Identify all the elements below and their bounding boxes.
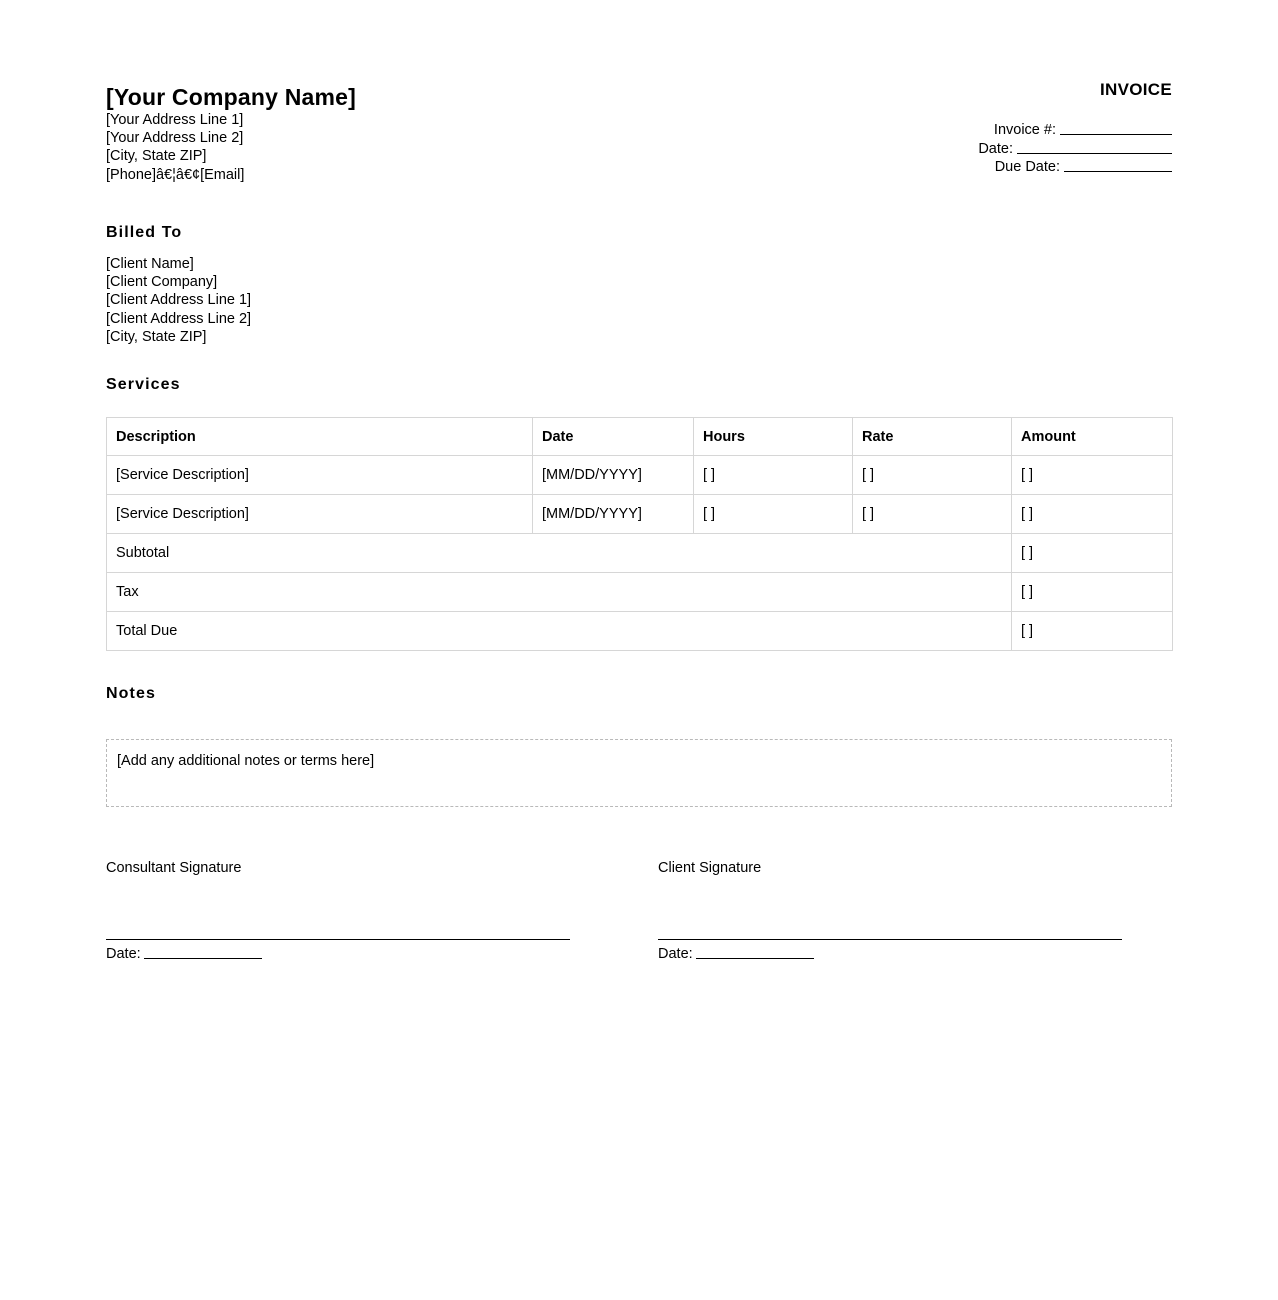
company-address-city-state-zip: [City, State ZIP] [106, 148, 207, 165]
column-header-date: Date [533, 418, 694, 456]
billed-to-heading: Billed To [106, 224, 183, 241]
consultant-signature-line[interactable] [106, 939, 570, 940]
cell-description[interactable]: [Service Description] [107, 495, 533, 534]
tax-value[interactable]: [ ] [1012, 573, 1173, 612]
consultant-date-label: Date: [106, 946, 141, 963]
invoice-content [106, 0, 1172, 963]
consultant-date-field[interactable] [144, 946, 262, 959]
column-header-hours: Hours [694, 418, 853, 456]
notes-placeholder-text: [Add any additional notes or terms here] [117, 753, 375, 770]
total-due-label: Total Due [107, 612, 1012, 651]
subtotal-value[interactable]: [ ] [1012, 534, 1173, 573]
invoice-date-label: Date: [978, 140, 1013, 157]
invoice-meta-block [752, 80, 1172, 177]
cell-amount[interactable]: [ ] [1012, 456, 1173, 495]
tax-row [107, 573, 1173, 612]
invoice-due-date-label: Due Date: [994, 159, 1060, 175]
client-signature-line[interactable] [658, 939, 1122, 940]
invoice-number-field[interactable] [1060, 122, 1172, 135]
notes-input[interactable] [106, 739, 1172, 807]
cell-hours[interactable]: [ ] [694, 456, 853, 495]
column-header-amount: Amount [1012, 418, 1173, 456]
invoice-number-row [752, 121, 1172, 140]
invoice-number-label: Invoice #: [993, 122, 1056, 138]
invoice-title: INVOICE [1099, 80, 1172, 99]
invoice-date-row [752, 140, 1172, 159]
invoice-due-date-field[interactable] [1064, 159, 1172, 172]
signature-section [106, 859, 1172, 963]
invoice-date-field[interactable] [1017, 141, 1172, 154]
billed-to-address [106, 255, 1172, 346]
company-name: [Your Company Name] [106, 84, 357, 110]
table-row[interactable] [107, 495, 1173, 534]
client-address-line-1: [Client Address Line 1] [106, 292, 252, 309]
client-company: [Client Company] [106, 274, 218, 291]
client-name: [Client Name] [106, 256, 194, 272]
invoice-header [106, 0, 1172, 190]
cell-rate[interactable]: [ ] [853, 495, 1012, 534]
services-heading: Services [106, 376, 181, 394]
subtotal-label: Subtotal [107, 534, 1012, 573]
company-address-line-1: [Your Address Line 1] [106, 112, 244, 128]
client-date-field[interactable] [696, 946, 814, 959]
company-phone-email: [Phone]â€¦â€¢[Email] [106, 166, 245, 183]
column-header-rate: Rate [853, 418, 1012, 456]
cell-amount[interactable]: [ ] [1012, 495, 1173, 534]
table-header-row [107, 418, 1173, 456]
table-row[interactable] [107, 456, 1173, 495]
cell-date[interactable]: [MM/DD/YYYY] [533, 456, 694, 495]
cell-date[interactable]: [MM/DD/YYYY] [533, 495, 694, 534]
client-date-row [658, 945, 1122, 963]
total-due-row [107, 612, 1173, 651]
tax-label: Tax [107, 573, 1012, 612]
company-address-line-2: [Your Address Line 2] [106, 130, 244, 147]
consultant-signature-block [106, 859, 570, 963]
cell-description[interactable]: [Service Description] [107, 456, 533, 495]
column-header-description: Description [107, 418, 533, 456]
subtotal-row [107, 534, 1173, 573]
client-signature-block [658, 859, 1122, 963]
client-date-label: Date: [658, 946, 693, 963]
total-due-value[interactable]: [ ] [1012, 612, 1173, 651]
services-table [106, 417, 1173, 651]
consultant-date-row [106, 945, 570, 963]
consultant-signature-label: Consultant Signature [106, 860, 242, 877]
invoice-due-date-row [752, 158, 1172, 177]
cell-rate[interactable]: [ ] [853, 456, 1012, 495]
client-signature-label: Client Signature [658, 860, 762, 877]
client-city-state-zip: [City, State ZIP] [106, 328, 207, 345]
notes-heading: Notes [106, 685, 156, 703]
client-address-line-2: [Client Address Line 2] [106, 310, 252, 327]
cell-hours[interactable]: [ ] [694, 495, 853, 534]
